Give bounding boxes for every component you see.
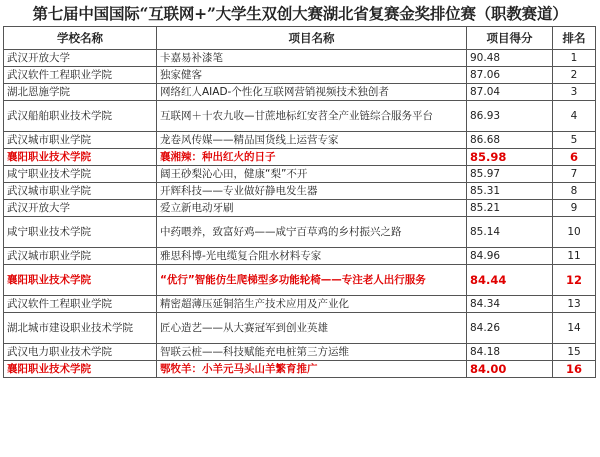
ranking-table — [3, 26, 596, 378]
project-cell: 匠心造艺——从大赛冠军到创业英雄 — [157, 313, 467, 344]
score-cell: 87.06 — [467, 67, 553, 84]
rank-cell: 4 — [553, 101, 596, 132]
header-rank: 排名 — [553, 27, 596, 50]
score-cell: 84.44 — [467, 265, 553, 296]
table-row — [4, 248, 596, 265]
school-cell: 湖北城市建设职业技术学院 — [4, 313, 157, 344]
project-cell: 雅思科博-光电缆复合阻水材料专家 — [157, 248, 467, 265]
school-cell: 襄阳职业技术学院 — [4, 149, 157, 166]
project-cell: 龙卷风传媒——精品国货线上运营专家 — [157, 132, 467, 149]
school-cell: 武汉软件工程职业学院 — [4, 296, 157, 313]
school-cell: 武汉开放大学 — [4, 50, 157, 67]
score-cell: 86.68 — [467, 132, 553, 149]
table-row — [4, 101, 596, 132]
rank-cell: 3 — [553, 84, 596, 101]
score-cell: 85.14 — [467, 217, 553, 248]
rank-cell: 12 — [553, 265, 596, 296]
table-row — [4, 217, 596, 248]
rank-cell: 13 — [553, 296, 596, 313]
table-row — [4, 183, 596, 200]
header-school: 学校名称 — [4, 27, 157, 50]
score-cell: 87.04 — [467, 84, 553, 101]
rank-cell: 5 — [553, 132, 596, 149]
project-cell: 独家健客 — [157, 67, 467, 84]
school-cell: 武汉城市职业学院 — [4, 183, 157, 200]
project-cell: 开辉科技——专业做好静电发生器 — [157, 183, 467, 200]
project-cell: 网络红人AIAD-个性化互联网营销视频技术独创者 — [157, 84, 467, 101]
rank-cell: 6 — [553, 149, 596, 166]
project-cell: 中药喂养，致富好鸡——咸宁百草鸡的乡村振兴之路 — [157, 217, 467, 248]
score-cell: 85.21 — [467, 200, 553, 217]
table-row — [4, 50, 596, 67]
project-cell: 阔王砂梨沁心田，健康“梨”不开 — [157, 166, 467, 183]
header-score: 项目得分 — [467, 27, 553, 50]
table-row — [4, 149, 596, 166]
table-row — [4, 361, 596, 378]
page-title: 第七届中国国际“互联网+”大学生双创大赛湖北省复赛金奖排位赛（职教赛道） — [32, 4, 568, 23]
rank-cell: 15 — [553, 344, 596, 361]
table-header-row — [4, 27, 596, 50]
score-cell: 84.00 — [467, 361, 553, 378]
project-cell: 鄂牧羊：小羊元马头山羊繁育推广 — [157, 361, 467, 378]
project-cell: 智联云桩——科技赋能充电桩第三方运维 — [157, 344, 467, 361]
table-row — [4, 67, 596, 84]
rank-cell: 16 — [553, 361, 596, 378]
school-cell: 湖北恩施学院 — [4, 84, 157, 101]
project-cell: 襄湘辣：种出红火的日子 — [157, 149, 467, 166]
score-cell: 85.97 — [467, 166, 553, 183]
project-cell: 卡嘉易补漆笔 — [157, 50, 467, 67]
school-cell: 咸宁职业技术学院 — [4, 166, 157, 183]
table-row — [4, 166, 596, 183]
school-cell: 武汉软件工程职业学院 — [4, 67, 157, 84]
score-cell: 84.26 — [467, 313, 553, 344]
rank-cell: 1 — [553, 50, 596, 67]
school-cell: 武汉船舶职业技术学院 — [4, 101, 157, 132]
table-row — [4, 200, 596, 217]
rank-cell: 2 — [553, 67, 596, 84]
school-cell: 武汉电力职业技术学院 — [4, 344, 157, 361]
school-cell: 襄阳职业技术学院 — [4, 361, 157, 378]
table-row — [4, 265, 596, 296]
rank-cell: 11 — [553, 248, 596, 265]
school-cell: 襄阳职业技术学院 — [4, 265, 157, 296]
score-cell: 84.34 — [467, 296, 553, 313]
rank-cell: 14 — [553, 313, 596, 344]
rank-cell: 9 — [553, 200, 596, 217]
school-cell: 咸宁职业技术学院 — [4, 217, 157, 248]
project-cell: 互联网＋十农九收—甘蔗地标红安苕全产业链综合服务平台 — [157, 101, 467, 132]
table-row — [4, 313, 596, 344]
score-cell: 90.48 — [467, 50, 553, 67]
score-cell: 86.93 — [467, 101, 553, 132]
score-cell: 85.98 — [467, 149, 553, 166]
project-cell: “优行”智能仿生爬梯型多功能轮椅——专注老人出行服务 — [157, 265, 467, 296]
rank-cell: 7 — [553, 166, 596, 183]
score-cell: 85.31 — [467, 183, 553, 200]
project-cell: 精密超薄压延铜箔生产技术应用及产业化 — [157, 296, 467, 313]
header-project: 项目名称 — [157, 27, 467, 50]
table-row — [4, 296, 596, 313]
rank-cell: 10 — [553, 217, 596, 248]
school-cell: 武汉城市职业学院 — [4, 132, 157, 149]
score-cell: 84.18 — [467, 344, 553, 361]
school-cell: 武汉开放大学 — [4, 200, 157, 217]
school-cell: 武汉城市职业学院 — [4, 248, 157, 265]
rank-cell: 8 — [553, 183, 596, 200]
score-cell: 84.96 — [467, 248, 553, 265]
table-row — [4, 344, 596, 361]
project-cell: 爱立新电动牙刷 — [157, 200, 467, 217]
table-row — [4, 132, 596, 149]
table-row — [4, 84, 596, 101]
table-body — [4, 50, 596, 378]
